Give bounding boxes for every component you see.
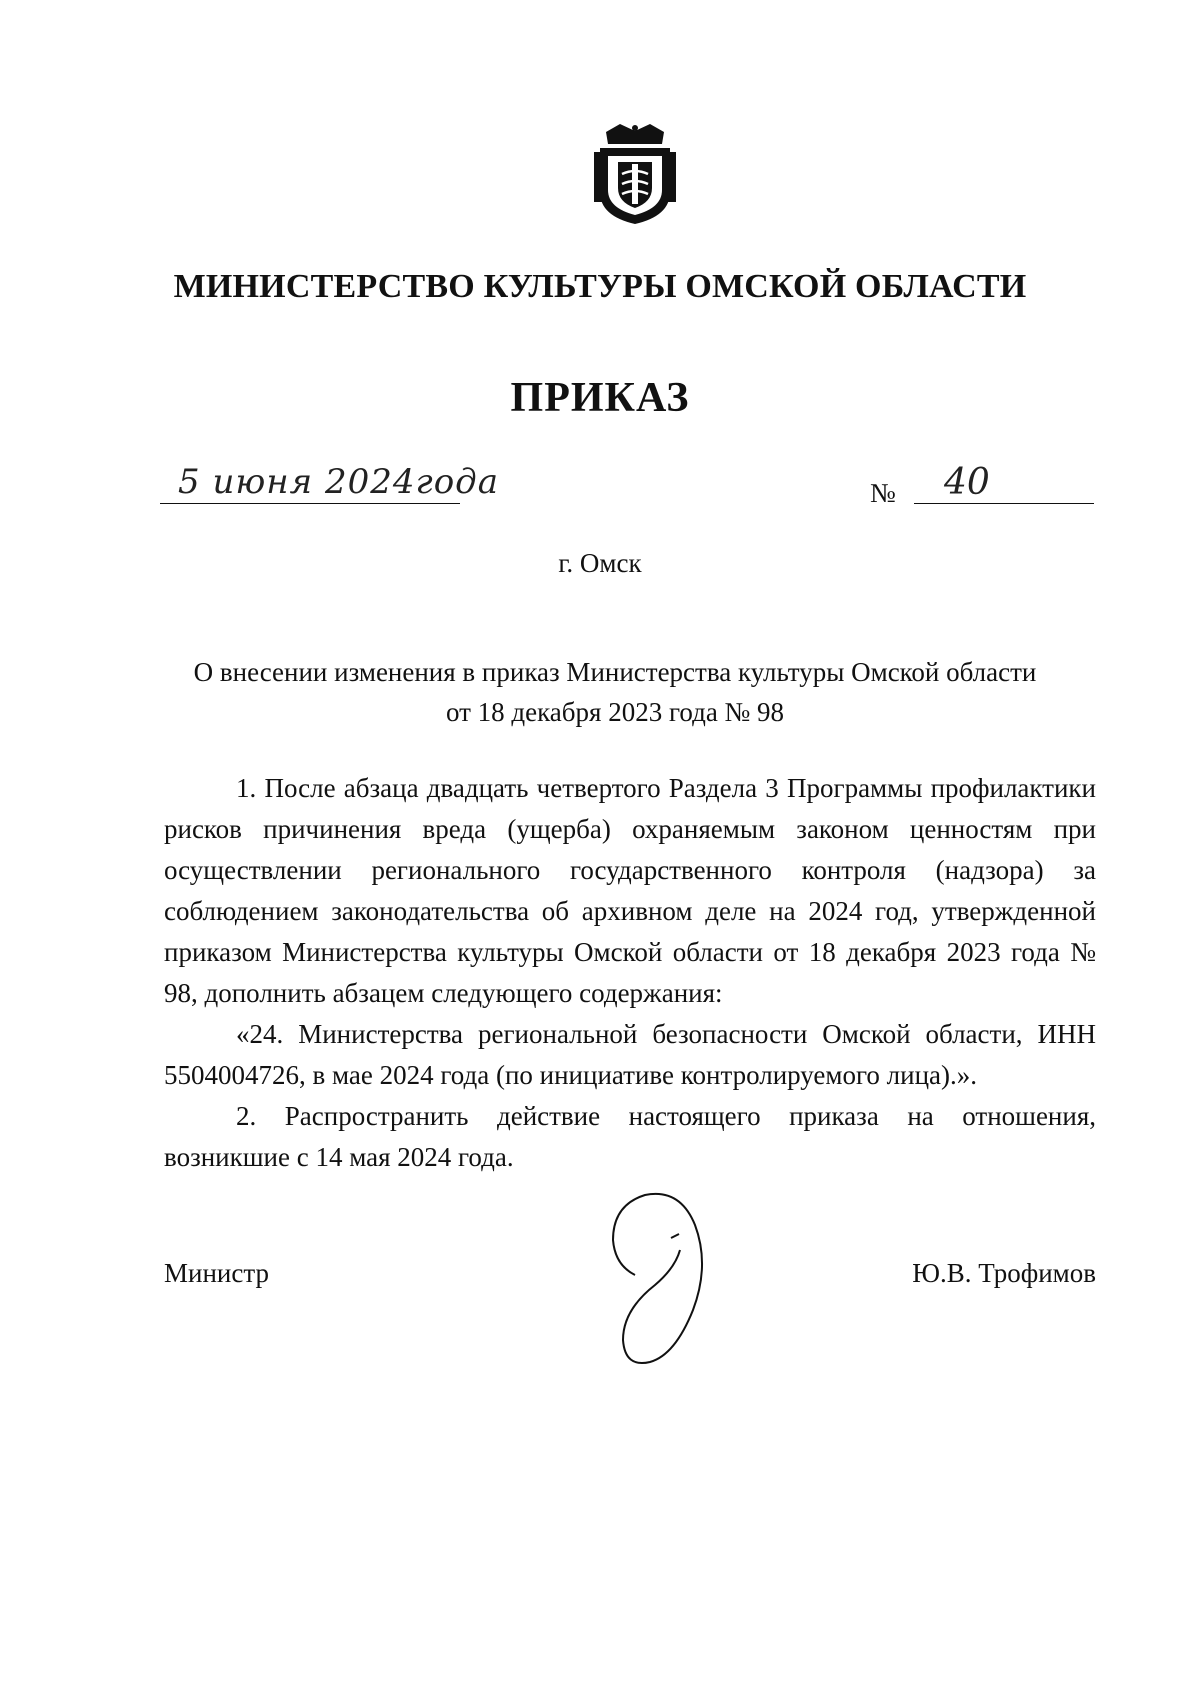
paragraph-1: 1. После абзаца двадцать четвертого Раздела 3 Программы профилактики рисков причинения вреда (ущерба) охраняемым законом ценностям при осуществлении регионального государственного контроля (надзора) за соблюдением законодательства об архивном деле на 2024 год, утвержденной приказом Министерства культуры Омской области от 18 декабря 2023 года № 98, дополнить абзацем следующего содержания: [164,773,1096,1008]
handwritten-signature [575,1180,745,1380]
signatory-title: Министр [164,1258,269,1288]
subject-line-1: О внесении изменения в приказ Министерства культуры Омской области [193,657,1037,687]
number-underline [914,503,1094,504]
document-type: ПРИКАЗ [510,375,690,421]
order-subject [150,652,1080,732]
order-body [164,768,1096,1178]
date-underline [160,503,460,504]
omsk-coat-of-arms-icon [592,122,678,226]
paragraph-3: 2. Распространить действие настоящего приказа на отношения, возникшие с 14 мая 2024 года. [164,1101,1096,1172]
signatory-name: Ю.В. Трофимов [912,1258,1096,1288]
ministry-title: МИНИСТЕРСТВО КУЛЬТУРЫ ОМСКОЙ ОБЛАСТИ [173,268,1027,305]
paragraph-2: «24. Министерства региональной безопасности Омской области, ИНН 5504004726, в мае 2024 года (по инициативе контролируемого лица).». [164,1019,1096,1090]
date-handwritten: 5 июня 2024года [178,462,499,502]
number-sign: № [870,478,896,508]
subject-line-2: от 18 декабря 2023 года № 98 [445,697,785,727]
city: г. Омск [558,548,642,578]
number-handwritten: 40 [944,462,990,503]
